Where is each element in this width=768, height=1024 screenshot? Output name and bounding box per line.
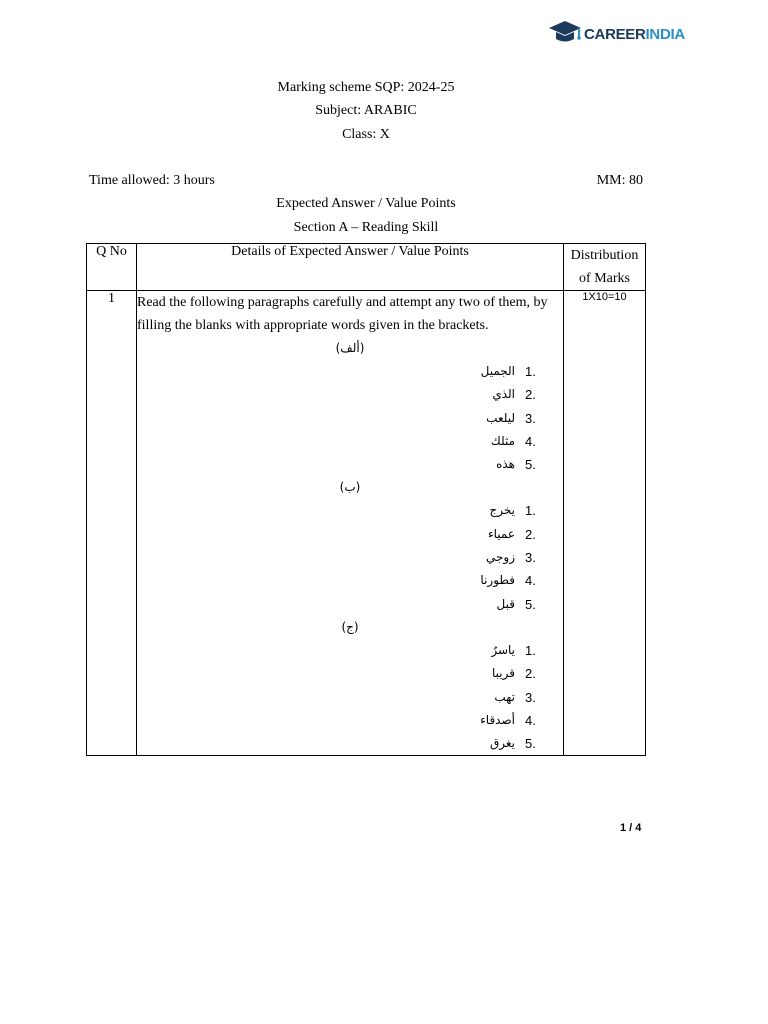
marks-distribution: 1X10=10	[564, 291, 646, 756]
page-number: 1 / 4	[620, 822, 642, 834]
header-details: Details of Expected Answer / Value Points	[137, 244, 564, 291]
table-header-row	[87, 244, 646, 291]
list-item: يغرق 5.	[489, 736, 536, 752]
class-line: Class: X	[342, 127, 390, 142]
list-item: فطورنا 4.	[480, 573, 536, 589]
answer-list-ba	[137, 499, 563, 615]
list-item: ليلعب 3.	[486, 410, 536, 426]
career-india-logo	[548, 18, 685, 50]
answer-list-jim	[137, 639, 563, 755]
answer-list-alif	[137, 360, 563, 476]
question-number: 1	[87, 291, 137, 756]
header-distribution: Distribution of Marks	[564, 244, 646, 291]
time-allowed: Time allowed: 3 hours	[89, 173, 215, 188]
question-instruction: Read the following paragraphs carefully and attempt any two of them, by filling the blanks with appropriate words given in the brackets.	[137, 295, 548, 333]
section-label-ba: (ب)	[339, 480, 361, 495]
time-marks-row	[89, 173, 643, 189]
list-item: أصدقاء 4.	[480, 712, 536, 728]
marking-table	[86, 243, 646, 756]
subject-line: Subject: ARABIC	[315, 103, 417, 118]
table-row	[87, 291, 646, 756]
max-marks: MM: 80	[596, 173, 643, 188]
list-item: هذه 5.	[496, 457, 536, 473]
list-item: يخرج 1.	[489, 503, 536, 519]
section-label-jim: (ج)	[341, 619, 359, 634]
list-item: قريبا 2.	[492, 666, 536, 682]
answer-details	[137, 291, 564, 756]
list-item: الجميل 1.	[480, 364, 536, 379]
list-item: مثلك 4.	[490, 433, 536, 449]
section-label-alif: (ألف)	[335, 341, 365, 355]
header-qno: Q No	[87, 244, 137, 291]
graduation-cap-icon	[548, 19, 582, 49]
document-title: Marking scheme SQP: 2024-25	[277, 80, 455, 95]
logo-text: CAREERINDIA	[584, 25, 685, 43]
list-item: تهب 3.	[494, 689, 536, 705]
list-item: ياسرٌ 1.	[491, 642, 536, 658]
list-item: قبل 5.	[496, 596, 536, 612]
list-item: زوجي 3.	[485, 550, 536, 566]
expected-answer-heading: Expected Answer / Value Points	[276, 196, 456, 211]
list-item: الذي 2.	[492, 387, 536, 403]
list-item: عمياء 2.	[487, 526, 536, 542]
section-heading: Section A – Reading Skill	[293, 220, 439, 235]
